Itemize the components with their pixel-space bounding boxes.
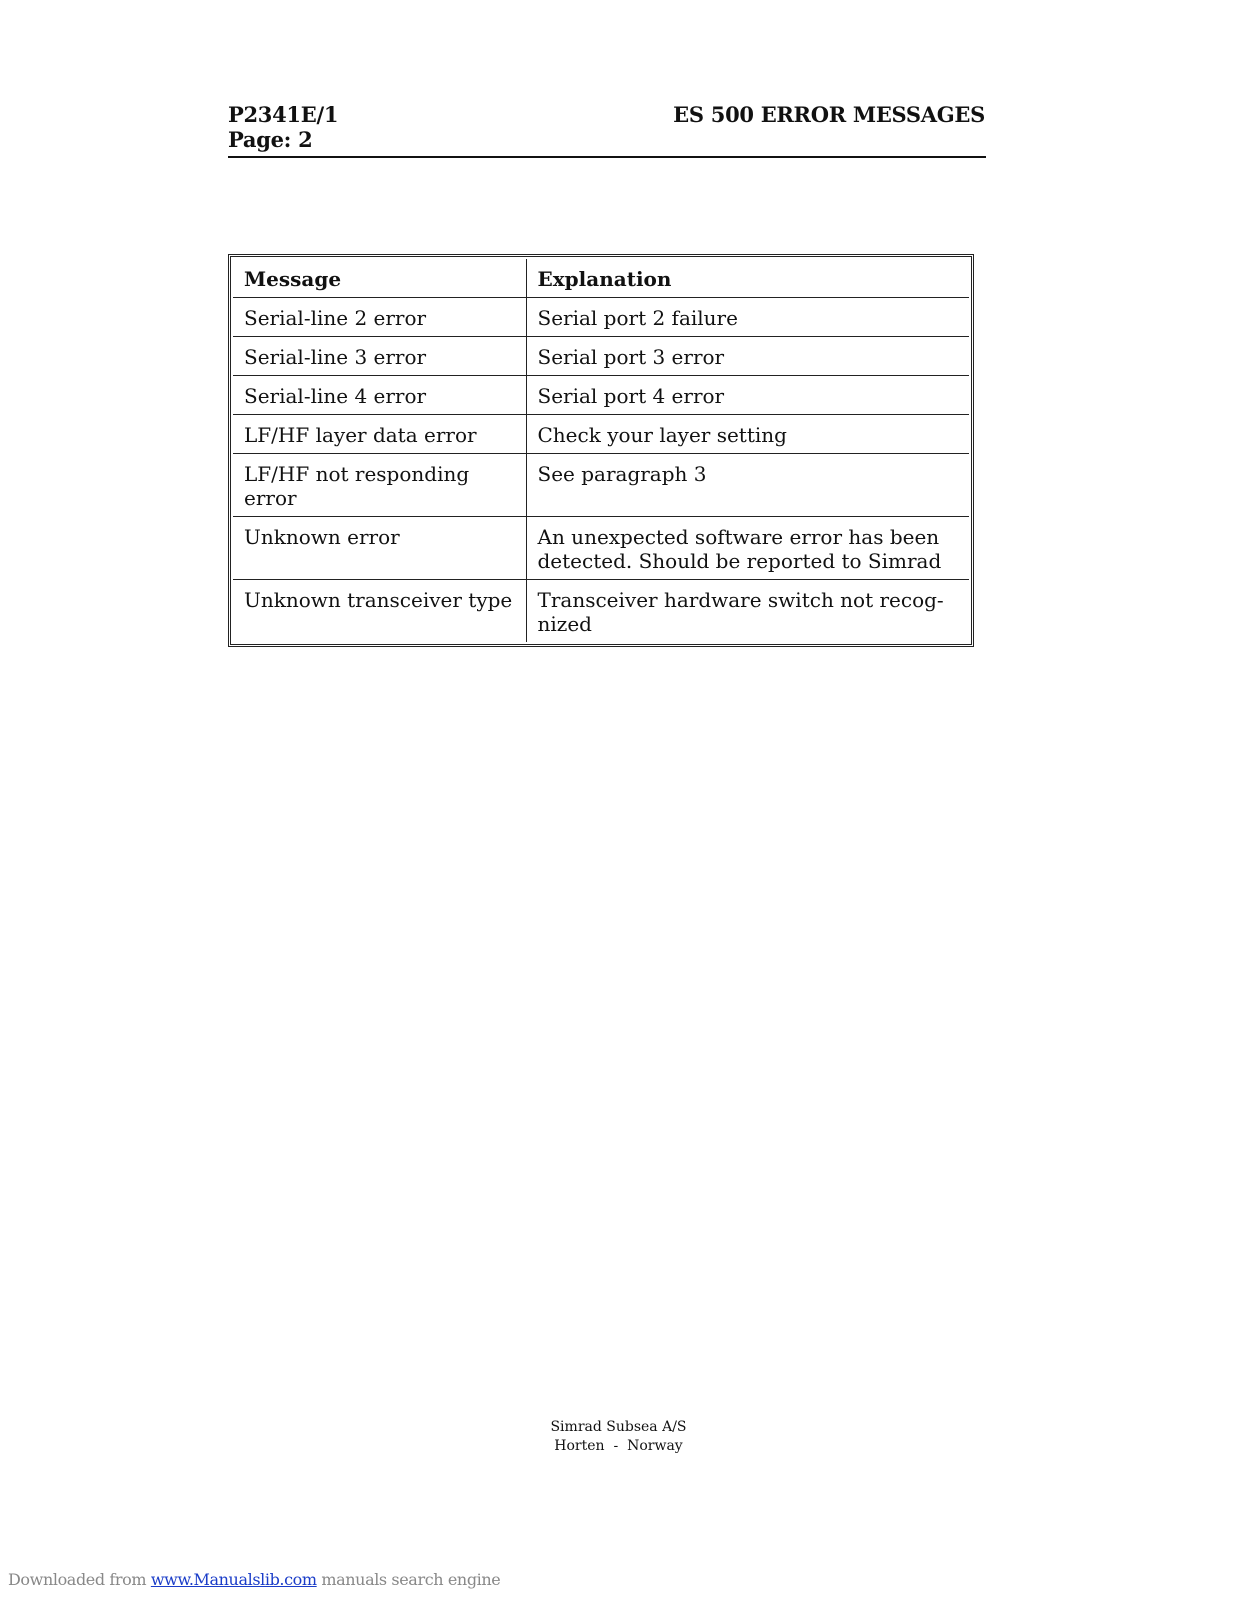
error-messages-table	[233, 259, 969, 642]
message-cell: LF/HF layer data error	[233, 415, 526, 454]
column-header-explanation: Explanation	[526, 259, 969, 298]
explanation-cell: Serial port 3 error	[526, 337, 969, 376]
explanation-cell: Serial port 4 error	[526, 376, 969, 415]
table-row	[233, 517, 969, 580]
explanation-cell: See paragraph 3	[526, 454, 969, 517]
message-cell: Serial-line 4 error	[233, 376, 526, 415]
table-row	[233, 415, 969, 454]
message-cell: LF/HF not responding error	[233, 454, 526, 517]
table-header-row	[233, 259, 969, 298]
message-cell: Unknown error	[233, 517, 526, 580]
message-cell: Serial-line 2 error	[233, 298, 526, 337]
message-cell: Unknown transceiver type	[233, 580, 526, 643]
footer-company: Simrad Subsea A/S	[550, 1419, 687, 1435]
manualslib-link[interactable]: www.Manualslib.com	[150, 1570, 317, 1589]
footer-location: Horten - Norway	[554, 1438, 683, 1454]
download-attribution	[8, 1570, 500, 1590]
page-label: Page:	[228, 127, 292, 152]
explanation-cell: Check your layer setting	[526, 415, 969, 454]
table-row	[233, 580, 969, 643]
error-table-frame	[228, 254, 974, 647]
download-prefix: Downloaded from	[8, 1570, 151, 1589]
table-row	[233, 454, 969, 517]
header-rule	[228, 156, 986, 158]
doc-id: P2341E/1	[228, 102, 339, 127]
column-header-message: Message	[233, 259, 526, 298]
explanation-cell: An unexpected software error has been detected. Should be reported to Simrad	[526, 517, 969, 580]
table-row	[233, 298, 969, 337]
table-row	[233, 337, 969, 376]
explanation-cell: Serial port 2 failure	[526, 298, 969, 337]
document-title: ES 500 ERROR MESSAGES	[673, 102, 985, 127]
message-cell: Serial-line 3 error	[233, 337, 526, 376]
table-row	[233, 376, 969, 415]
download-suffix: manuals search engine	[316, 1570, 501, 1589]
page-number-line	[228, 128, 312, 152]
explanation-cell: Transceiver hardware switch not recog-nized	[526, 580, 969, 643]
page-number: 2	[298, 127, 313, 152]
